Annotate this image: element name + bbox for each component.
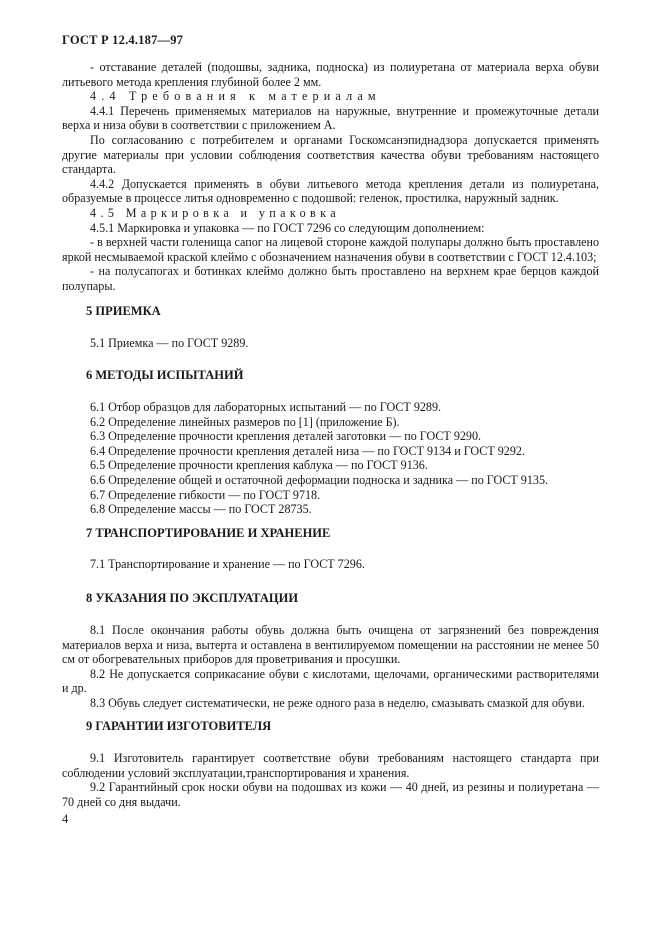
page-number: 4 [62,812,69,826]
section-9-title: 9 ГАРАНТИИ ИЗГОТОВИТЕЛЯ [86,719,272,733]
paragraph-8-3: 8.3 Обувь следует систематически, не реже одного раза в неделю, смазывать смазкой для обуви. [90,695,585,710]
paragraph-4-5-1: 4.5.1 Маркировка и упаковка — по ГОСТ 7296 со следующим дополнением: [90,220,485,235]
section-8-title: 8 УКАЗАНИЯ ПО ЭКСПЛУАТАЦИИ [86,591,299,605]
list-item: 6.5 Определение прочности крепления каблука — по ГОСТ 9136. [90,458,428,473]
section-6-body [62,400,599,517]
list-item: 6.1 Отбор образцов для лабораторных испытаний — по ГОСТ 9289. [90,400,442,414]
section-5-title: 5 ПРИЕМКА [86,304,161,318]
paragraph: По согласованию с потребителем и органами Госкомсанэпиднадзора допускается применять другие материалы при условии соблюдения соответствия качества обуви требованиям настоящего стандарта. [62,132,599,177]
document-header: ГОСТ Р 12.4.187—97 [62,33,184,47]
paragraph: - отставание деталей (подошвы, задника, подноска) из полиуретана от материала верха обуви литьевого метода крепления глубиной более 2 мм. [62,60,599,89]
paragraph-9-1: 9.1 Изготовитель гарантирует соответствие обуви требованиям настоящего стандарта при соблюдении условий эксплуатации,транспортирования и хранения. [62,751,599,780]
list-item: 6.8 Определение массы — по ГОСТ 28735. [90,502,312,517]
list-item: 6.4 Определение прочности крепления деталей низа — по ГОСТ 9134 и ГОСТ 9292. [90,443,525,458]
subsection-heading-4-4: 4.4 Требования к материалам [90,89,381,104]
paragraph: - на полусапогах и ботинках клеймо должно быть проставлено на верхнем крае берцов каждой полупары. [62,264,599,293]
section-5-body [62,336,599,351]
list-item: 6.7 Определение гибкости — по ГОСТ 9718. [90,487,321,502]
section-9-body [62,751,599,809]
paragraph-7-1: 7.1 Транспортирование и хранение — по ГОСТ 7296. [90,557,365,571]
section-4-continuation [62,60,599,294]
paragraph: - в верхней части голенища сапог на лицевой стороне каждой полупары должно быть проставлено яркой несмываемой краской клеймо с обозначением назначения обуви в соответствии с ГОСТ 12.4.103; [62,235,599,264]
paragraph-4-4-1: 4.4.1 Перечень применяемых материалов на наружные, внутренние и промежуточные детали верха и низа обуви в соответствии с приложением А. [62,103,599,133]
list-item: 6.3 Определение прочности крепления деталей заготовки — по ГОСТ 9290. [90,429,482,444]
list-item: 6.2 Определение линейных размеров по [1] (приложение Б). [90,414,400,429]
section-8-body [62,623,599,711]
list-item: 6.6 Определение общей и остаточной деформации подноска и задника — по ГОСТ 9135. [90,472,549,487]
paragraph-9-2: 9.2 Гарантийный срок носки обуви на подошвах из кожи — 40 дней, из резины и полиуретана — 70 дней со дня выдачи. [62,780,599,809]
paragraph-8-1: 8.1 После окончания работы обувь должна быть очищена от загрязнений без повреждения материалов верха и низа, вытерта и оставлена в вентилируемом помещении на расстоянии не менее 50 см от обогревательных приборов для проветривания и просушки. [62,623,599,667]
paragraph-5-1: 5.1 Приемка — по ГОСТ 9289. [90,336,249,350]
section-7-title: 7 ТРАНСПОРТИРОВАНИЕ И ХРАНЕНИЕ [86,526,331,540]
section-7-body [62,557,599,572]
paragraph-8-2: 8.2 Не допускается соприкасание обуви с кислотами, щелочами, органическими растворителями и др. [62,666,599,696]
paragraph-4-4-2: 4.4.2 Допускается применять в обуви литьевого метода крепления детали из полиуретана, образуемые в процессе литья одновременно с подошвой: геленок, простилка, наружный задник. [62,176,599,206]
subsection-heading-4-5: 4.5 Маркировка и упаковка [90,205,341,220]
section-6-title: 6 МЕТОДЫ ИСПЫТАНИЙ [86,368,244,382]
